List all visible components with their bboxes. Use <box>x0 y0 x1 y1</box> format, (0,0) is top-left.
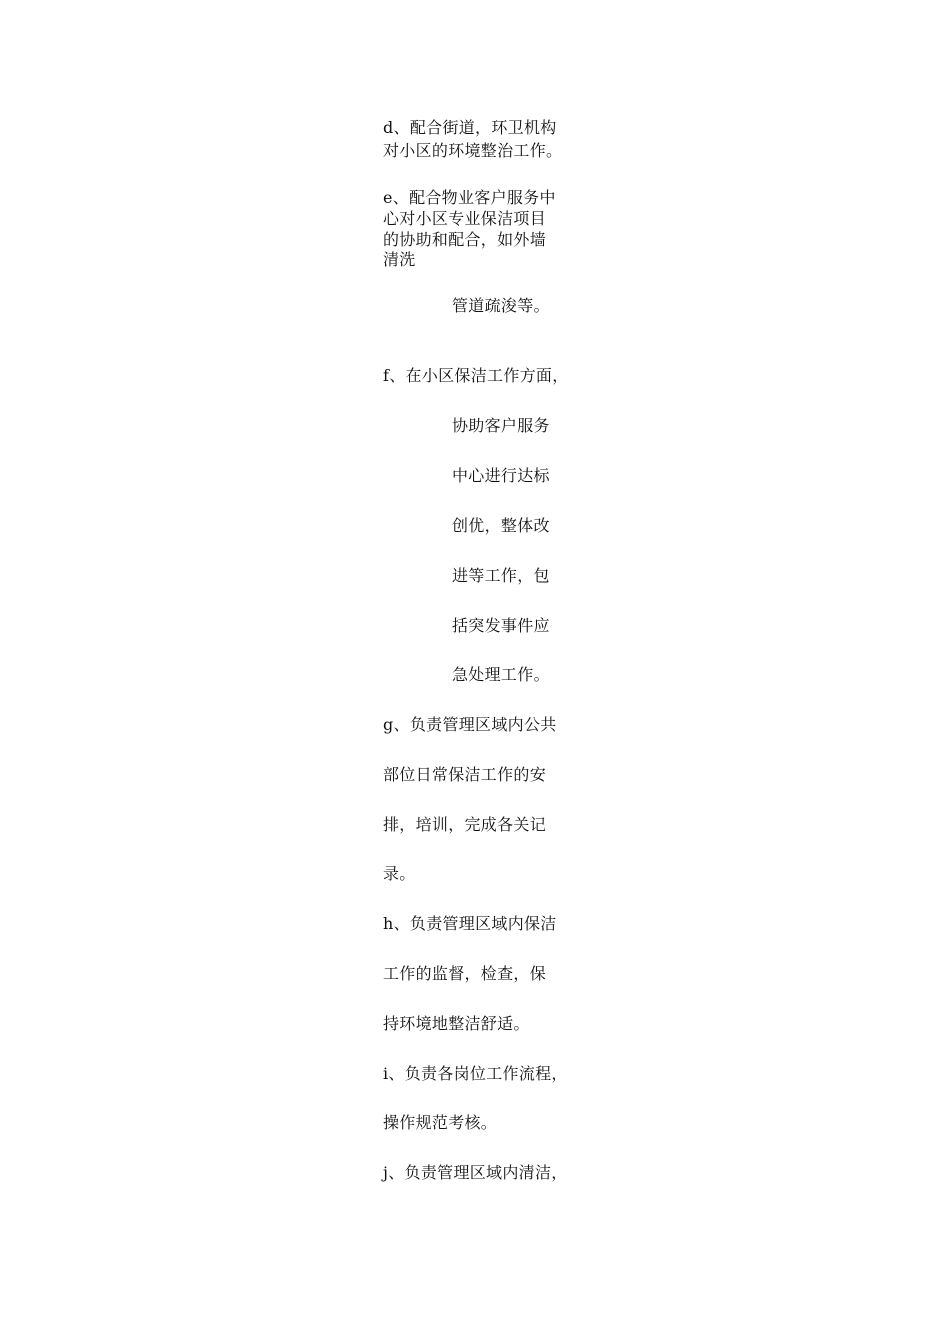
text-line: 进等工作，包 <box>452 566 550 585</box>
text-line: j、负责管理区域内清洁， <box>383 1163 568 1182</box>
text-line: 协助客户服务 <box>452 416 550 435</box>
text-line: 录。 <box>383 864 416 883</box>
text-line: e、配合物业客户服务中 <box>383 188 556 207</box>
text-line: f、在小区保洁工作方面， <box>383 366 569 385</box>
text-line: 中心进行达标 <box>452 466 550 485</box>
text-line: 部位日常保洁工作的安 <box>383 765 547 784</box>
text-line: 心对小区专业保洁项目 <box>383 209 547 228</box>
text-line: 操作规范考核。 <box>383 1113 498 1132</box>
text-line: 清洗 <box>383 250 416 269</box>
text-line: h、负责管理区域内保洁 <box>383 914 557 933</box>
text-line: 持环境地整洁舒适。 <box>383 1014 530 1033</box>
text-line: 的协助和配合，如外墙 <box>383 230 547 249</box>
text-line: 管道疏浚等。 <box>452 296 550 315</box>
text-line: 工作的监督，检查，保 <box>383 964 547 983</box>
text-line: d、配合街道，环卫机构 <box>383 118 557 137</box>
text-line: 排，培训，完成各关记 <box>383 815 547 834</box>
text-line: 创优，整体改 <box>452 516 550 535</box>
text-line: 对小区的环境整治工作。 <box>383 141 563 160</box>
text-line: g、负责管理区域内公共 <box>383 715 557 734</box>
text-line: i、负责各岗位工作流程， <box>383 1064 568 1083</box>
text-line: 急处理工作。 <box>452 665 550 684</box>
text-line: 括突发事件应 <box>452 616 550 635</box>
